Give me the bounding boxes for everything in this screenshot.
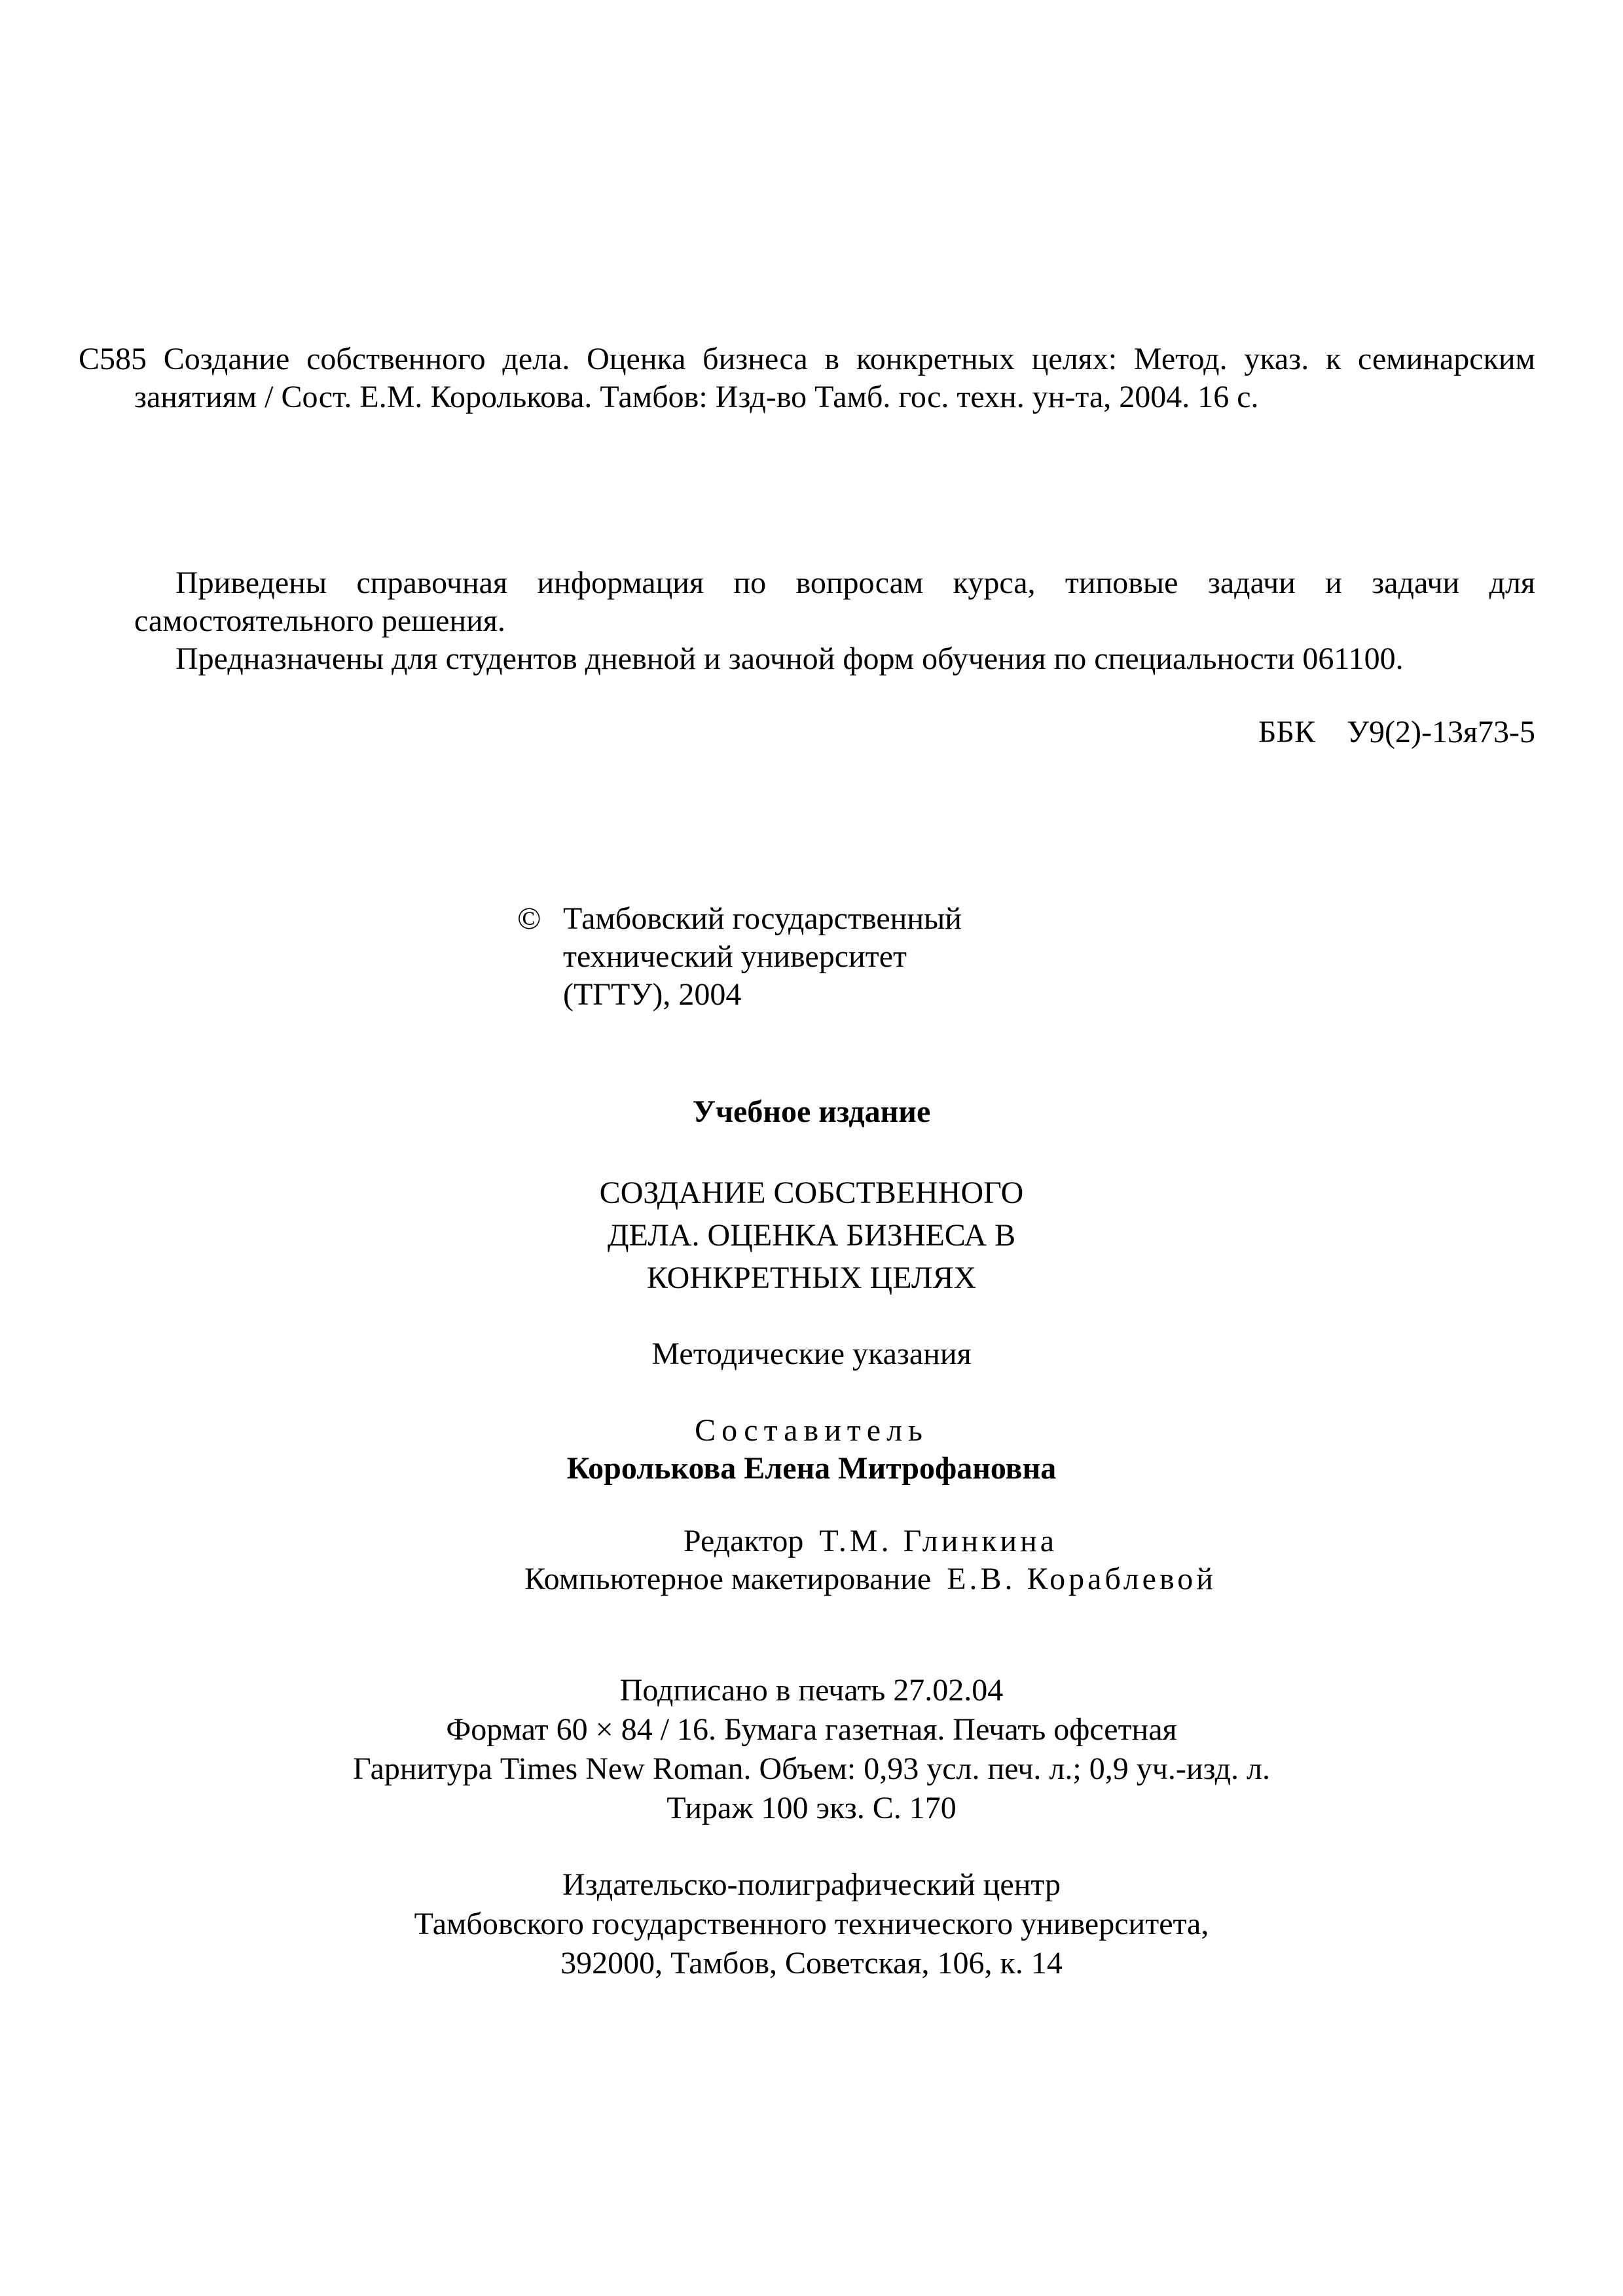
bbk-code: У9(2)-13я73-5 <box>1347 715 1535 749</box>
layout-label: Компьютерное макетирование <box>524 1562 932 1596</box>
book-title-line-3: КОНКРЕТНЫХ ЦЕЛЯХ <box>646 1261 977 1295</box>
bbk-label: ББК <box>1258 715 1315 749</box>
editor-credit <box>59 1522 1623 1560</box>
bibliographic-record-line-1: С585 Создание собственного дела. Оценка бизнеса в конкретных целях: Метод. указ. к семинарским <box>79 342 1535 376</box>
abstract-line-1: Приведены справочная информация по вопросам курса, типовые задачи и задачи для <box>175 565 1535 600</box>
publisher-details <box>0 1865 1623 1983</box>
editor-label: Редактор <box>683 1524 804 1558</box>
publisher-address: 392000, Тамбов, Советская, 106, к. 14 <box>560 1946 1063 1981</box>
format-line: Формат 60 × 84 / 16. Бумага газетная. Печать офсетная <box>446 1712 1177 1747</box>
document-type: Методические указания <box>651 1336 972 1371</box>
purpose-line: Предназначены для студентов дневной и заочной форм обучения по специальности 061100. <box>175 641 1404 676</box>
print-details <box>0 1671 1623 1828</box>
book-title-line-2: ДЕЛА. ОЦЕНКА БИЗНЕСА В <box>607 1218 1016 1253</box>
compiler-label: Составитель <box>695 1413 928 1448</box>
edition-type: Учебное издание <box>692 1094 931 1129</box>
book-title-line-1: СОЗДАНИЕ СОБСТВЕННОГО <box>599 1175 1024 1210</box>
copyright-sign: © <box>517 901 541 936</box>
layout-credit <box>59 1560 1623 1598</box>
copyright-block <box>517 900 962 1014</box>
bibliographic-record-line-2: занятиям / Сост. Е.М. Королькова. Тамбов: Изд-во Тамб. гос. техн. ун-та, 2004. 16 с. <box>134 380 1259 414</box>
editor-name: Т.М. Глинкина <box>819 1524 1058 1558</box>
abstract-line-2: самостоятельного решения. <box>134 603 505 638</box>
print-run-line: Тираж 100 экз. С. 170 <box>666 1791 957 1825</box>
typeface-volume-line: Гарнитура Times New Roman. Объем: 0,93 усл. печ. л.; 0,9 уч.-изд. л. <box>353 1751 1270 1786</box>
compiler-name: Королькова Елена Митрофановна <box>566 1451 1057 1486</box>
copyright-line-3: (ТГТУ), 2004 <box>563 977 742 1012</box>
bbk-classification <box>1231 713 1535 751</box>
publisher-line-1: Издательско-полиграфический центр <box>562 1867 1061 1902</box>
layout-name: Е.В. Кораблевой <box>947 1562 1216 1596</box>
book-title <box>0 1172 1623 1299</box>
copyright-line-2: технический университет <box>563 939 907 974</box>
signed-to-print: Подписано в печать 27.02.04 <box>619 1673 1004 1708</box>
copyright-line-1: Тамбовский государственный <box>563 901 962 936</box>
publisher-line-2: Тамбовского государственного технического университета, <box>414 1907 1209 1941</box>
